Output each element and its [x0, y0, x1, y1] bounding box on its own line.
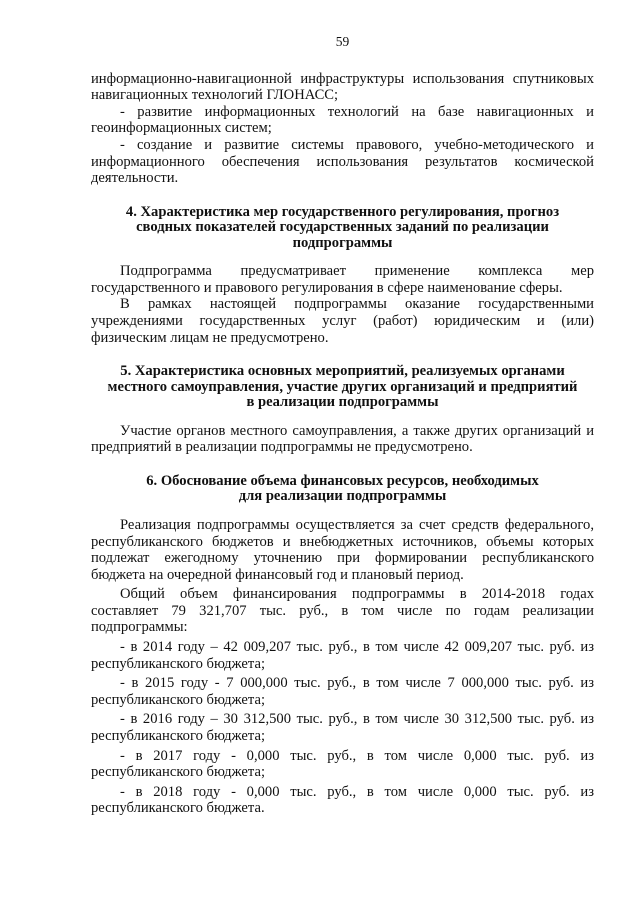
intro-bullet: - развитие информационных технологий на базе навигационных и геоинформационных систем;	[91, 103, 594, 137]
section-4-heading	[91, 205, 594, 252]
intro-bullet: - создание и развитие системы правового, учебно-методического и информационного обеспечения использования результатов космической деятельности.	[91, 136, 594, 187]
heading-line: местного самоуправления, участие других организаций и предприятий	[107, 378, 578, 395]
section-5-paragraph: Участие органов местного самоуправления, а также других организаций и предприятий в реализации подпрограммы не предусмотрено.	[91, 422, 594, 456]
section-6-paragraph: Общий объем финансирования подпрограммы в 2014-2018 годах составляет 79 321,707 тыс. руб., в том числе по годам реализации подпрограммы:	[91, 586, 594, 636]
funding-year-item: - в 2014 году – 42 009,207 тыс. руб., в том числе 42 009,207 тыс. руб. из республиканского бюджета;	[91, 639, 594, 672]
heading-line: в реализации подпрограммы	[246, 394, 439, 411]
heading-line: сводных показателей государственных заданий по реализации	[136, 219, 549, 236]
section-6-paragraph: Реализация подпрограммы осуществляется за счет средств федерального, республиканского бюджетов и внебюджетных источников, объемы которых подлежат ежегодному уточнению при формировании республиканского бюджета на очередной финансовый год и плановый период.	[91, 516, 594, 583]
heading-line: 5. Характеристика основных мероприятий, реализуемых органами	[120, 363, 565, 380]
section-4-paragraph: В рамках настоящей подпрограммы оказание государственными учреждениями государственных услуг (работ) юридическим и (или) физическим лицам не предусмотрено.	[91, 296, 594, 346]
heading-line: подпрограммы	[292, 234, 393, 251]
heading-line: для реализации подпрограммы	[238, 488, 447, 505]
funding-year-item: - в 2016 году – 30 312,500 тыс. руб., в том числе 30 312,500 тыс. руб. из республиканского бюджета;	[91, 711, 594, 745]
heading-line: 4. Характеристика мер государственного регулирования, прогноз	[125, 203, 560, 220]
page-number: 59	[335, 34, 350, 49]
document-page	[91, 34, 594, 817]
section-4-paragraph: Подпрограмма предусматривает применение комплекса мер государственного и правового регулирования в сфере наименование сферы.	[91, 263, 594, 296]
funding-year-item: - в 2017 году - 0,000 тыс. руб., в том числе 0,000 тыс. руб. из республиканского бюджета;	[91, 747, 594, 781]
intro-continuation: информационно-навигационной инфраструктуры использования спутниковых навигационных технологий ГЛОНАСС;	[91, 70, 594, 104]
heading-line: 6. Обоснование объема финансовых ресурсов, необходимых	[146, 472, 539, 489]
section-5-heading	[91, 364, 594, 411]
section-6-heading	[91, 474, 594, 505]
funding-year-item: - в 2018 году - 0,000 тыс. руб., в том числе 0,000 тыс. руб. из республиканского бюджета.	[91, 783, 594, 817]
funding-year-item: - в 2015 году - 7 000,000 тыс. руб., в том числе 7 000,000 тыс. руб. из республиканского бюджета;	[91, 675, 594, 708]
